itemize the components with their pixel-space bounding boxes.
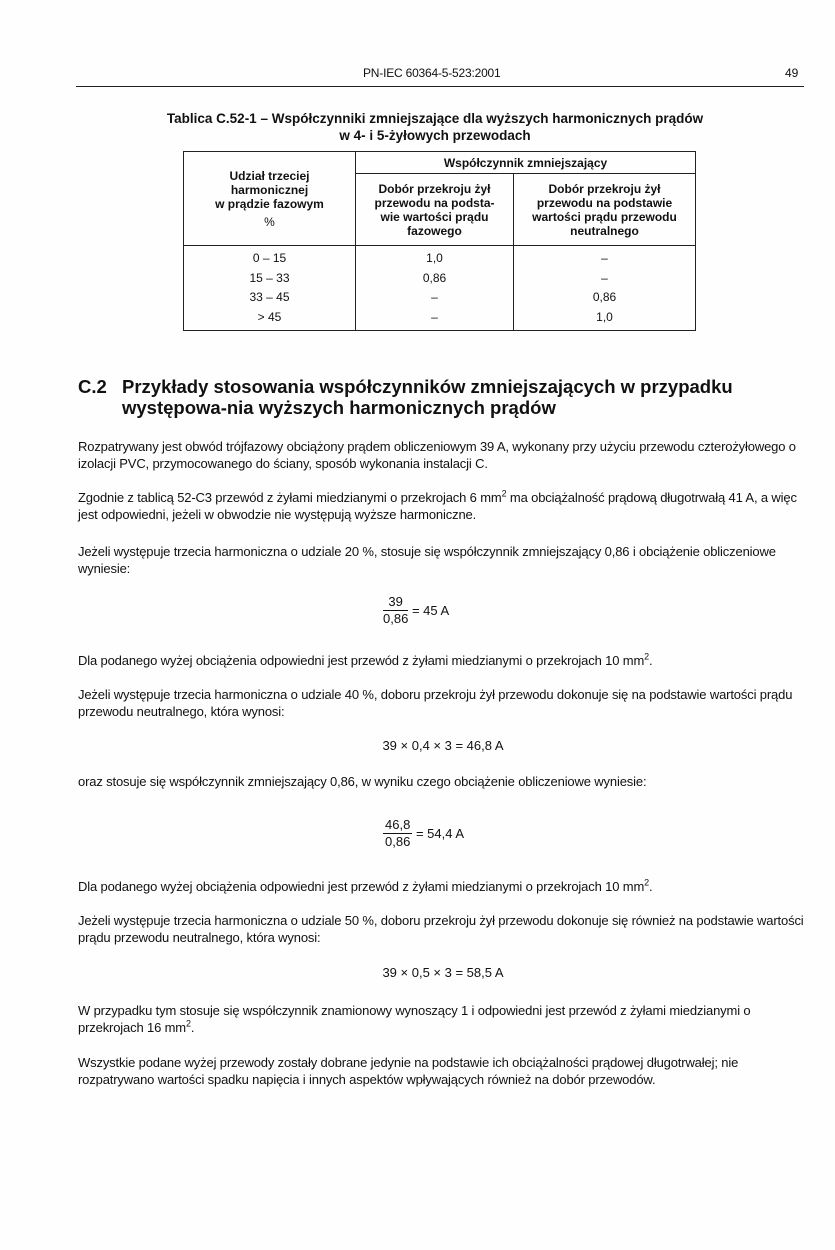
- denominator: 0,86: [383, 611, 409, 626]
- formula-1: [383, 595, 449, 626]
- text: W przypadku tym stosuje się współczynnik znamionowy wynoszący 1 i odpowiedni jest przewód z żyłami miedzianymi o przekrojach 16 mm: [78, 1003, 751, 1035]
- group-header-reduction-factor: Współczynnik zmniejszający: [356, 152, 696, 174]
- section-number: C.2: [78, 376, 107, 397]
- text: .: [649, 879, 653, 894]
- table-cell: 0,86: [422, 270, 447, 285]
- superscript: 2: [186, 1018, 191, 1029]
- formula-3: [383, 818, 464, 849]
- table-cell: 1,0: [596, 309, 613, 324]
- header-text: harmonicznej: [230, 182, 309, 197]
- page-number: 49: [785, 66, 799, 80]
- header-text: w prądzie fazowym: [215, 196, 324, 211]
- table-cell: –: [601, 251, 608, 265]
- text: ma obciążalność prądową długotrwałą 41 A, a więc jest odpowiedni, jeżeli w obwodzie nie występują wyższe harmoniczne.: [78, 490, 797, 522]
- col-header-neutral-current: [514, 174, 696, 246]
- text: Dla podanego wyżej obciążenia odpowiedni jest przewód z żyłami miedzianymi o przekrojach 10 mm: [78, 653, 645, 668]
- paragraph-5: Jeżeli występuje trzecia harmoniczna o udziale 40 %, doboru przekroju żył przewodu dokonuje się na podstawie wartości prądu przewodu neutralnego, która wynosi:: [78, 687, 793, 719]
- denominator: 0,86: [385, 834, 411, 849]
- formula-4: 39 × 0,5 × 3 = 58,5 A: [382, 965, 504, 980]
- column-range: [184, 246, 356, 331]
- text: Zgodnie z tablicą 52-C3 przewód z żyłami miedzianymi o przekrojach 6 mm: [78, 490, 502, 505]
- formula-result: = 54,4 A: [415, 826, 465, 841]
- header-text: wartości prądu przewodu: [532, 209, 677, 224]
- table-cell: 15 – 33: [249, 270, 290, 285]
- col-header-phase-current: [356, 174, 514, 246]
- superscript: 2: [644, 651, 649, 662]
- header-unit: %: [264, 214, 275, 229]
- header-rule: [76, 86, 804, 87]
- numerator: 39: [383, 595, 408, 611]
- fraction: [383, 595, 408, 626]
- table-cell: –: [431, 290, 438, 304]
- column-phase: [356, 246, 514, 331]
- text: .: [190, 1020, 195, 1035]
- paragraph-6: oraz stosuje się współczynnik zmniejszający 0,86, w wyniku czego obciążenie obliczeniowe wyniesie:: [78, 774, 647, 789]
- header-text: neutralnego: [570, 223, 639, 238]
- table-cell: 1,0: [426, 251, 443, 265]
- paragraph-9: [78, 1002, 808, 1036]
- table-cell: > 45: [257, 309, 282, 324]
- paragraph-1: Rozpatrywany jest obwód trójfazowy obciążony prądem obliczeniowym 39 A, wykonany przy użyciu przewodu czterożyłowego o izolacji PVC, przymocowanego do ściany, sposób wykonania instalacji C.: [78, 439, 796, 471]
- header-text: wie wartości prądu: [380, 209, 489, 224]
- paragraph-2: [78, 489, 808, 523]
- formula-result: = 45 A: [411, 603, 450, 618]
- paragraph-3: Jeżeli występuje trzecia harmoniczna o udziale 20 %, stosuje się współczynnik zmniejszający 0,86 i obciążenie obliczeniowe wyniesie:: [78, 544, 776, 576]
- header-text: Dobór przekroju żył: [548, 181, 661, 196]
- table-caption-line2: w 4- i 5-żyłowych przewodach: [339, 128, 531, 143]
- table-cell: 33 – 45: [249, 290, 290, 304]
- fraction: [383, 818, 412, 849]
- header-text: przewodu na podsta-: [374, 195, 495, 210]
- table-cell: –: [601, 270, 608, 285]
- header-text: Dobór przekroju żył: [378, 181, 491, 196]
- text: Dla podanego wyżej obciążenia odpowiedni jest przewód z żyłami miedzianymi o przekrojach 10 mm: [78, 879, 645, 894]
- table-cell: 0,86: [592, 290, 617, 304]
- paragraph-7: [78, 878, 808, 895]
- header-text: przewodu na podstawie: [536, 195, 673, 210]
- table-caption-line1: Tablica C.52-1 – Współczynniki zmniejszające dla wyższych harmonicznych prądów: [166, 111, 704, 126]
- reduction-factors-table: [183, 151, 696, 331]
- section-title: Przykłady stosowania współczynników zmniejszających w przypadku występowa-nia wyższych harmonicznych prądów: [122, 376, 733, 418]
- column-neutral: [514, 246, 696, 331]
- paragraph-8: Jeżeli występuje trzecia harmoniczna o udziale 50 %, doboru przekroju żył przewodu dokonuje się również na podstawie wartości prądu przewodu neutralnego, która wynosi:: [78, 913, 804, 945]
- numerator: 46,8: [385, 817, 411, 832]
- col-header-third-harmonic: [184, 152, 356, 246]
- formula-2: 39 × 0,4 × 3 = 46,8 A: [382, 738, 504, 753]
- superscript: 2: [644, 877, 649, 888]
- text: .: [649, 653, 653, 668]
- paragraph-10: Wszystkie podane wyżej przewody zostały dobrane jedynie na podstawie ich obciążalności prądowej długotrwałej; nie rozpatrywano wartości spadku napięcia i innych aspektów wpływających również na dobór przewodów.: [78, 1055, 739, 1087]
- table-cell: 0 – 15: [252, 251, 287, 265]
- standard-code: PN-IEC 60364-5-523:2001: [363, 66, 501, 80]
- superscript: 2: [501, 488, 507, 499]
- paragraph-4: [78, 652, 808, 669]
- table-cell: –: [431, 309, 438, 324]
- header-text: fazowego: [407, 223, 462, 238]
- header-text: Udział trzeciej: [229, 168, 310, 183]
